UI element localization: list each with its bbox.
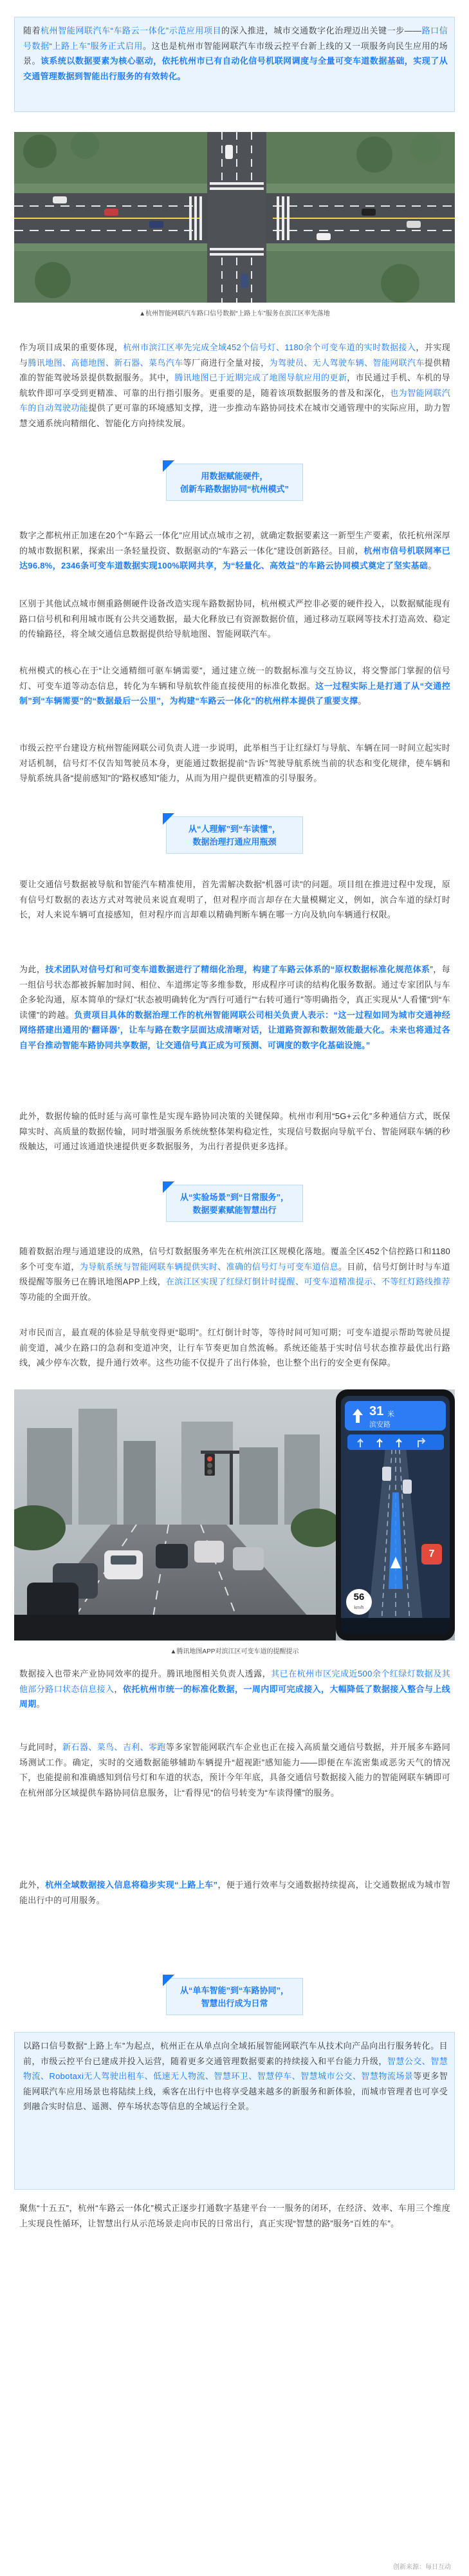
paragraph-text: 此外，数据传输的低时延与高可靠性是实现车路协同决策的关键保障。杭州市利用“5G+云化”多种通信方式，既保障实时、高质量的数据传输，同时增强服务系统统整体架构稳定性，实现信号数据向导航平台、智能网联车辆的秒级触达，可通过该通道快速提供更多数据服务，为出行者提供更多选择。 bbox=[19, 1111, 450, 1151]
paragraph-text: 要让交通信号数据被导航和智能汽车精准使用，首先需解决数据“机器可读”的问题。项目组在推进过程中发现，原有信号灯数据的表达方式对驾驶员来说直观明了，但对程序而言却存在大量模糊定义，例如，滨合车道的绿灯时长，对人来说车辆可直接感知，但对程序而言却难以精确判断车辆在哪一方向及轨向车辆通行权限。 bbox=[19, 879, 450, 919]
section3-heading-tag bbox=[166, 1185, 303, 1222]
speed-unit: km/h bbox=[354, 1606, 364, 1610]
paragraph-text: 以路口信号数据“上路上车”为起点，杭州正在从单点向全域拓展智能网联汽车从技术向产品向出行服务转化。目前，市级云控平台已建成并投入运营，随着更多交通管理数据要素的持续接入和平台能力升级， bbox=[23, 2041, 448, 2066]
nav-bottom-bar bbox=[341, 1618, 450, 1634]
section2-paragraph-3 bbox=[19, 1109, 450, 1154]
paragraph-text: 数据接入也带来产业协同效率的提升。腾讯地图相关负责人透露， bbox=[19, 1669, 271, 1678]
phone-screen bbox=[341, 1396, 450, 1634]
nav-instruction-card bbox=[345, 1401, 446, 1431]
highlighted-text: 负责项目具体的数据治理工作的杭州智能网联公司相关负责人表示：“这一过程如同为城市交通神经网络搭建出通用的‘翻译器’，让车与路在数字层面达成清晰对话，让道路资源和数据效能最大化。未来也将通过各自平台推动智能车路协同共享数据，让交通信号真正成为可预测、可调度的数字化基础设施。” bbox=[19, 1010, 450, 1050]
section2-heading bbox=[167, 823, 302, 849]
highlighted-text: 杭州市信号机联网率已达96.8%，2346条可变车道数据实现100%联网共享，为“轻量化、高效益”的车路云协同模式奠定了坚实基础 bbox=[19, 545, 450, 570]
paragraph-text: 此外， bbox=[19, 1880, 46, 1890]
section3-heading bbox=[167, 1191, 302, 1217]
paragraph-text: 。目前，信号灯倒计时与车道级提醒等服务已在腾讯地图APP上线， bbox=[19, 1261, 450, 1286]
section1-paragraph-1 bbox=[19, 340, 450, 431]
paragraph-text: 提供精准的智能驾驶场景提供数据服务。其中， bbox=[19, 357, 450, 382]
section5-paragraph-2 bbox=[19, 2201, 450, 2231]
paragraph-text: 作为项目成果的重要体现， bbox=[19, 343, 124, 352]
section4-paragraph-2 bbox=[19, 1740, 450, 1800]
highlighted-text: 新石器、菜鸟、吉利、零跑 bbox=[62, 1742, 166, 1752]
lane-guide-bar bbox=[347, 1434, 444, 1450]
section2-heading-line-2: 数据治理打通应用瓶颈 bbox=[192, 837, 277, 847]
navigation-app-screenshot bbox=[14, 1389, 455, 1641]
phone-frame bbox=[336, 1389, 455, 1641]
countdown-value: 7 bbox=[428, 1548, 435, 1559]
speed-value: 56 bbox=[353, 1592, 365, 1603]
section1-heading-tag bbox=[166, 464, 303, 501]
aerial-photo-caption: ▲杭州智能网联汽车路口信号数据“上路上车”服务在滨江区率先落地 bbox=[139, 310, 330, 317]
highlighted-text: 该系统以数据要素为核心驱动，依托杭州市已有自动化信号机联网调度与全量可变车道数据基础，实现了从交通管理数据到智能出行服务的有效转化。 bbox=[23, 56, 448, 81]
section1-heading-line-2: 创新车路数据协同“杭州模式” bbox=[179, 484, 289, 494]
highlighted-text: 依托杭州市统一的标准化数据，一周内即可完成接入，大幅降低了数据接入整合与上线周期 bbox=[19, 1684, 450, 1709]
highlighted-text: 在滨江区实现了红绿灯倒计时提醒、可变车道精准提示、不等红灯路线推荐 bbox=[165, 1277, 450, 1286]
paragraph-text: 。 bbox=[428, 561, 437, 570]
paragraph-text: 随着数据治理与通道建设的成熟，信号灯数据服务率先在杭州滨江区规模化落地。覆盖全区452个信控路口和1180多个可变车道， bbox=[19, 1246, 450, 1272]
paragraph-text: 区别于其他试点城市侧重路侧硬件设备改造实现车路数据协同，杭州模式严控非必要的硬件投入，以数据赋能现有路口信号机和利用城市既有公共交通数据，最大化释放已有资源数据价值，通过移动互联网等技术打造高效、稳定的传输路径，将全域交通信息数据提供给导航地图、智能网联汽车。 bbox=[19, 599, 450, 639]
section2-heading-tag bbox=[166, 816, 303, 854]
highlighted-text: 这一过程实际上是打通了从“交通控制”到“车辆需要”的“数据最后一公里”，为构建“车路云一体化”的杭州样本提供了重要支撑 bbox=[19, 681, 450, 706]
aerial-intersection-photo bbox=[14, 132, 455, 303]
paragraph-text: 提供了更可靠的环境感知支撑，进一步推动车路协同技术在城市交通管理中的实际应用，助力智慧交通系统向精细化、智能化方向持续发展。 bbox=[19, 403, 450, 428]
highlighted-text: 技术团队对信号灯和可变车道数据进行了精细化治理，构建了车路云体系的“原权数据标准化规范体系 bbox=[45, 964, 430, 974]
paragraph-text: 的深入推进，城市交通数字化治理迈出关键一步—— bbox=[221, 26, 422, 35]
traffic-light-countdown bbox=[421, 1544, 442, 1565]
section2-paragraph-2 bbox=[19, 962, 450, 1053]
turn-arrow-icon bbox=[350, 1407, 365, 1424]
section3-heading-line-2: 数据要素赋能智慧出行 bbox=[192, 1205, 277, 1215]
speed-indicator bbox=[346, 1589, 372, 1615]
paragraph-text: ”，每一组信号状态都被拆解加时间、相位、车道绑定等多维参数，形成程序可读的结构化服务数据。通过专家团队与车企多轮沟通，原本简单的“绿灯”状态被明确转化为“西行可通行”“右转可通行”等明确指令，真正实现从“人看懂”到“车读懂”的跨越。 bbox=[19, 964, 450, 1020]
section4-heading bbox=[167, 1984, 302, 2010]
paragraph-text: 。 bbox=[36, 1699, 45, 1709]
paragraph-text: 等功能的全面开放。 bbox=[19, 1292, 97, 1302]
nav-distance-unit: 米 bbox=[387, 1411, 394, 1418]
section3-heading-line-1: 从“实验场景”到“日常服务”， bbox=[179, 1192, 289, 1202]
footer-credit: 创新来源：每日互动 bbox=[393, 2564, 451, 2571]
paragraph-text: 随着 bbox=[23, 26, 41, 35]
highlighted-text: 也为智能网联汽车的自动驾驶功能 bbox=[19, 388, 450, 413]
section1-heading-line-1: 用数据赋能硬件， bbox=[201, 471, 268, 481]
paragraph-text: 等厂商进行全量对接， bbox=[183, 357, 270, 368]
lane-arrows-icon bbox=[347, 1434, 444, 1450]
section2-heading-line-1: 从“人理解”到“车读懂”， bbox=[188, 824, 280, 834]
highlighted-text: 路口信号数据“上路上车”服务正式启用 bbox=[23, 26, 448, 51]
section4-heading-tag bbox=[166, 1978, 303, 2015]
navigation-photo-caption: ▲腾讯地图APP对滨江区可变车道的提醒提示 bbox=[170, 1648, 299, 1655]
section1-paragraph-4 bbox=[19, 663, 450, 709]
section4-heading-line-1: 从“单车智能”到“车路协同”， bbox=[179, 1986, 289, 1995]
highlighted-text: 为导航系统与智能网联车辆提供实时、准确的信号灯与可变车道信息 bbox=[79, 1261, 338, 1272]
paragraph-text: 等更多智能网联汽车应用场景也将陆续上线，乘客在出行中也将享受越来越多的新服务和新体验，而城市管理者也可享受到融合实时信息、遥测、停车场状态等信息的全域运行全景。 bbox=[23, 2071, 448, 2111]
highlighted-text: 腾讯地图、高德地图、新石器、菜鸟汽车 bbox=[28, 357, 183, 368]
intro-paragraph bbox=[23, 23, 448, 84]
section1-paragraph-3 bbox=[19, 596, 450, 642]
section5-paragraph-1 bbox=[23, 2038, 448, 2114]
highlighted-text: 腾讯地图已于近期完成了地图导航应用的更新 bbox=[174, 373, 347, 382]
paragraph-text: 聚焦“十五五”，杭州“车路云一体化”模式正逐步打通数字基建平台一一服务的闭环，在经济、效率、车用三个维度上实现良性循环，让智慧出行从示范场景走向市民的日常出行，真正实现“智慧的路”服务“百姓的车”。 bbox=[19, 2203, 450, 2228]
section4-heading-line-2: 智慧出行成为日常 bbox=[201, 1998, 268, 2008]
section4-paragraph-3 bbox=[19, 1877, 450, 1908]
highlighted-text: 智慧公交、智慧物流、Robotaxi无人驾驶出租车、低速无人物流、智慧环卫、智慧停车、智慧城市公交、智慧物流场景 bbox=[23, 2056, 448, 2081]
section1-heading bbox=[167, 470, 302, 496]
paragraph-text: ，便于通行效率与交通数据持续提高，让交通数据成为城市智能出行中的可用服务。 bbox=[19, 1880, 450, 1905]
highlighted-text: 杭州智能网联汽车“车路云一体化”示范应用项目 bbox=[41, 26, 222, 35]
highlighted-text: 杭州市滨江区率先完成全域452个信号灯、1180余个可变车道的实时数据接入 bbox=[123, 343, 416, 352]
paragraph-text: 对市民而言，最直观的体验是导航变得更“聪明”。红灯倒计时等，等待时间可知可期；可变车道提示帮助驾驶员提前变道，减少在路口的急刹和变道冲突，让行车节奏更加自然流畅。系统还能基于实时信号状态推荐最优出行路线，减少停车次数，提升通行效率。这些功能不仅提升了出行体验，也让整个出行的安全更有保障。 bbox=[19, 1328, 450, 1368]
highlighted-text: 杭州全域数据接入信息将稳步实现“上路上车” bbox=[45, 1880, 218, 1890]
highlighted-text: 其已在杭州市区完成近500余个红绿灯数据及其他部分路口状态信息接入 bbox=[19, 1669, 450, 1694]
section1-paragraph-5 bbox=[19, 740, 450, 786]
nav-distance: 31 bbox=[369, 1404, 384, 1418]
paragraph-text: 。 bbox=[358, 696, 367, 706]
paragraph-text: ， bbox=[114, 1684, 123, 1694]
paragraph-text: 。这也是杭州市智能网联汽车市级云控平台新上线的又一项服务向民生应用的场景。 bbox=[23, 41, 448, 66]
paragraph-text: ，并实现与 bbox=[19, 343, 451, 368]
section1-paragraph-2 bbox=[19, 528, 450, 574]
paragraph-text: 杭州模式的核心在于“让交通精细可驱车辆需要”，通过建立统一的数据标准与交互协议，将交警部门掌握的信号灯、可变车道等动态信息，转化为车辆和导航软件能直接使用的标准化数据。 bbox=[19, 666, 450, 691]
section3-paragraph-2 bbox=[19, 1325, 450, 1371]
paragraph-text: 为此， bbox=[19, 964, 46, 974]
section2-paragraph-1 bbox=[19, 877, 450, 923]
section3-paragraph-1 bbox=[19, 1244, 450, 1304]
paragraph-text: 等多家智能网联汽车企业也正在接入高质量交通信号数据，并开展多车路同场测试工作。确定，实时的交通数据能够辅助车辆提升“超视距”感知能力——即便在车流密集或恶劣天气的情况下，也能提前和准确感知到信号灯和车道的状态，预计今年年底，具备交通信号数据接入能力的智能网联车辆即可在杭州部分区域提供车路协同信息服务，让“看得见”的信号转变为“车读得懂”的服务。 bbox=[19, 1742, 450, 1798]
paragraph-text: 市级云控平台建设方杭州智能网联公司负责人进一步说明，此举相当于让红绿灯与导航、车辆在同一时间立起实时对话机制，信号灯不仅告知驾驶员本身，更能通过数据提前“告诉”驾驶导航系统当前的状态和变化规律，使车辆和导航系统具备“提前感知”的“路权感知”能力，从而为用户提供更精准的引导服务。 bbox=[19, 743, 450, 783]
paragraph-text: ，市民通过手机、车机的导航软件即可享受到更精准、可靠的出行指引服务。更重要的是，随着该项数据服务的普及和深化， bbox=[19, 373, 450, 398]
paragraph-text: 数字之都杭州正加速在20个“车路云一体化”应用试点城市之初，就确定数据要素这一新型生产要素，依托杭州深厚的城市数据积累，探索出一条轻量投资、数据驱动的“车路云一体化”建设创新路径。目前， bbox=[19, 531, 450, 556]
section4-paragraph-1 bbox=[19, 1666, 450, 1712]
paragraph-text: 与此同时， bbox=[19, 1742, 63, 1752]
highlighted-text: 为驾驶员、无人驾驶车辆、智能网联汽车 bbox=[269, 357, 425, 368]
nav-road-name: 滨安路 bbox=[369, 1421, 391, 1429]
